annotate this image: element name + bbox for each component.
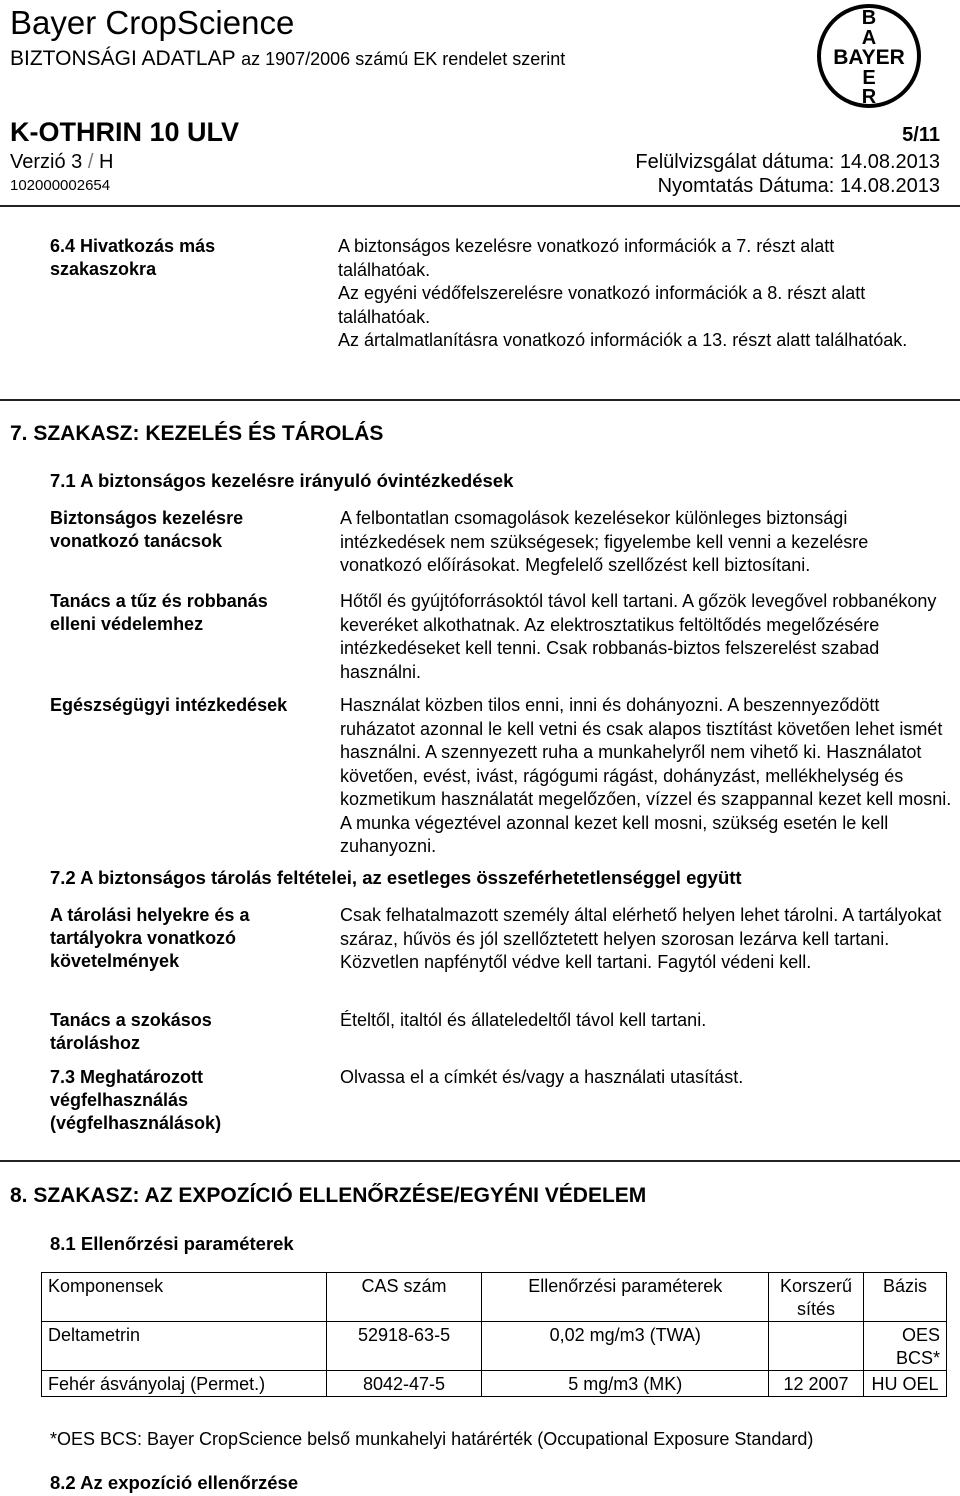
table-cell: 52918-63-5 [326,1322,482,1371]
s71-label-2: Tanács a tűz és robbanás elleni védelemhez [50,591,268,634]
s64-text [338,235,908,353]
logo-letter-e: E [862,67,876,89]
doc-type-line [10,46,565,72]
header-divider [0,205,960,207]
s71-text-2: Hőtől és gyújtóforrásoktól távol kell tartani. A gőzök levegővel robbanékony keveréket alkothatnak. Az elektrosztatikus feltöltődés megelőzésére intézkedéseket kell tenni. Csak robbanás-biztos felszerelést szabad használni. [340,591,937,682]
table-footnote: *OES BCS: Bayer CropScience belső munkahelyi határérték (Occupational Exposure Standard) [50,1429,814,1449]
control-parameters-table [41,1272,947,1397]
s72-label-2: Tanács a szokásos tároláshoz [50,1010,212,1053]
s64-label: 6.4 Hivatkozás más szakaszokra [50,236,216,279]
doc-type: BIZTONSÁGI ADATLAP [10,47,236,70]
table-cell: 5 mg/m3 (MK) [482,1371,769,1397]
subsection-81-title: 8.1 Ellenőrzési paraméterek [50,1233,294,1254]
table-cell: 12 2007 [769,1371,864,1397]
logo-letter-r: R [861,86,877,108]
print-date: Nyomtatás Dátuma: 14.08.2013 [657,175,940,197]
table-cell: Deltametrin [42,1322,327,1371]
section-divider-2 [0,1160,960,1162]
review-date: Felülvizsgálat dátuma: 14.08.2013 [635,151,940,173]
s72-text-2: Ételtől, italtól és állateledeltől távol kell tartani. [340,1010,707,1030]
document-number: 102000002654 [10,177,111,194]
table-cell: Fehér ásványolaj (Permet.) [42,1371,327,1397]
s71-label-1: Biztonságos kezelésre vonatkozó tanácsok [50,508,244,551]
table-header-row [42,1273,947,1322]
s72-text-1: Csak felhatalmazott személy által elérhető helyen lehet tárolni. A tartályokat száraz, hűvös és jól szellőztetett helyen szorosan lezárva kell tartani. Közvetlen napfénytől védve kell tartani. Fagytól védeni kell. [340,905,942,972]
s64-line-2: Az egyéni védőfelszerelésre vonatkozó információk a 8. részt alatt találhatóak. [338,283,866,327]
section-8-title: 8. SZAKASZ: AZ EXPOZÍCIÓ ELLENŐRZÉSE/EGYÉNI VÉDELEM [10,1184,647,1207]
th-update: Korszerű sítés [769,1273,864,1322]
s73-text: Olvassa el a címkét és/vagy a használati utasítást. [340,1067,744,1087]
table-cell [769,1322,864,1371]
version-slash: / [87,151,94,173]
bayer-logo [815,2,923,110]
product-name: K-OTHRIN 10 ULV [10,117,240,147]
subsection-71-title: 7.1 A biztonságos kezelésre irányuló óvintézkedések [50,470,514,491]
table-cell: HU OEL [864,1371,947,1397]
subsection-82-title: 8.2 Az expozíció ellenőrzése [50,1472,299,1493]
logo-letter-b: B [861,7,877,29]
company-name: Bayer CropScience [10,4,295,41]
s71-text-3: Használat közben tilos enni, inni és dohányozni. A beszennyeződött ruházatot azonnal le kell vetni és csak alapos tisztítást követően lehet ismét használni. A szennyezett ruha a munkahelyről nem vihető ki. Használatot követően, evést, ivást, rágógumi rágást, dohányzást, mellékhelység és kozmetikum használatát megelőzően, vízzel és szappannal kezet kell mosni. A munka végeztével azonnal kezet kell mosni, szükség esetén le kell zuhanyozni. [340,695,952,856]
version-label: Verzió [10,151,66,173]
th-params: Ellenőrzési paraméterek [482,1273,769,1322]
s73-label: 7.3 Meghatározott végfelhasználás (végfelhasználások) [50,1067,222,1133]
section-7-title: 7. SZAKASZ: KEZELÉS ÉS TÁROLÁS [10,422,384,445]
th-cas: CAS szám [326,1273,482,1322]
version-number: 3 [71,151,83,173]
table-row [42,1371,947,1397]
table-row [42,1322,947,1371]
table-cell: 8042-47-5 [326,1371,482,1397]
table-cell: OES BCS* [864,1322,947,1371]
s64-line-1: A biztonságos kezelésre vonatkozó információk a 7. részt alatt találhatóak. [338,236,835,280]
page-number: 5/11 [902,124,940,146]
th-basis: Bázis [864,1273,947,1322]
section-divider [0,399,960,401]
regulation: az 1907/2006 számú EK rendelet szerint [241,49,566,69]
subsection-72-title: 7.2 A biztonságos tárolás feltételei, az esetleges összeférhetetlenséggel együtt [50,867,742,888]
table-cell: 0,02 mg/m3 (TWA) [482,1322,769,1371]
th-components: Komponensek [42,1273,327,1322]
version-line [10,150,113,174]
version-letter: H [98,151,114,173]
s71-label-3: Egészségügyi intézkedések [50,695,288,715]
logo-letter-a: A [861,27,877,49]
logo-row-bayer: BAYER [833,46,905,69]
s64-line-3: Az ártalmatlanításra vonatkozó információk a 13. részt alatt találhatóak. [338,330,908,350]
s72-label-1: A tárolási helyekre és a tartályokra vonatkozó követelmények [50,905,250,971]
s71-text-1: A felbontatlan csomagolások kezelésekor különleges biztonsági intézkedések nem szükségesek; figyelembe kell venni a kezelésre vonatkozó előírásokat. Megfelelő szellőzést kell biztosítani. [340,508,869,575]
